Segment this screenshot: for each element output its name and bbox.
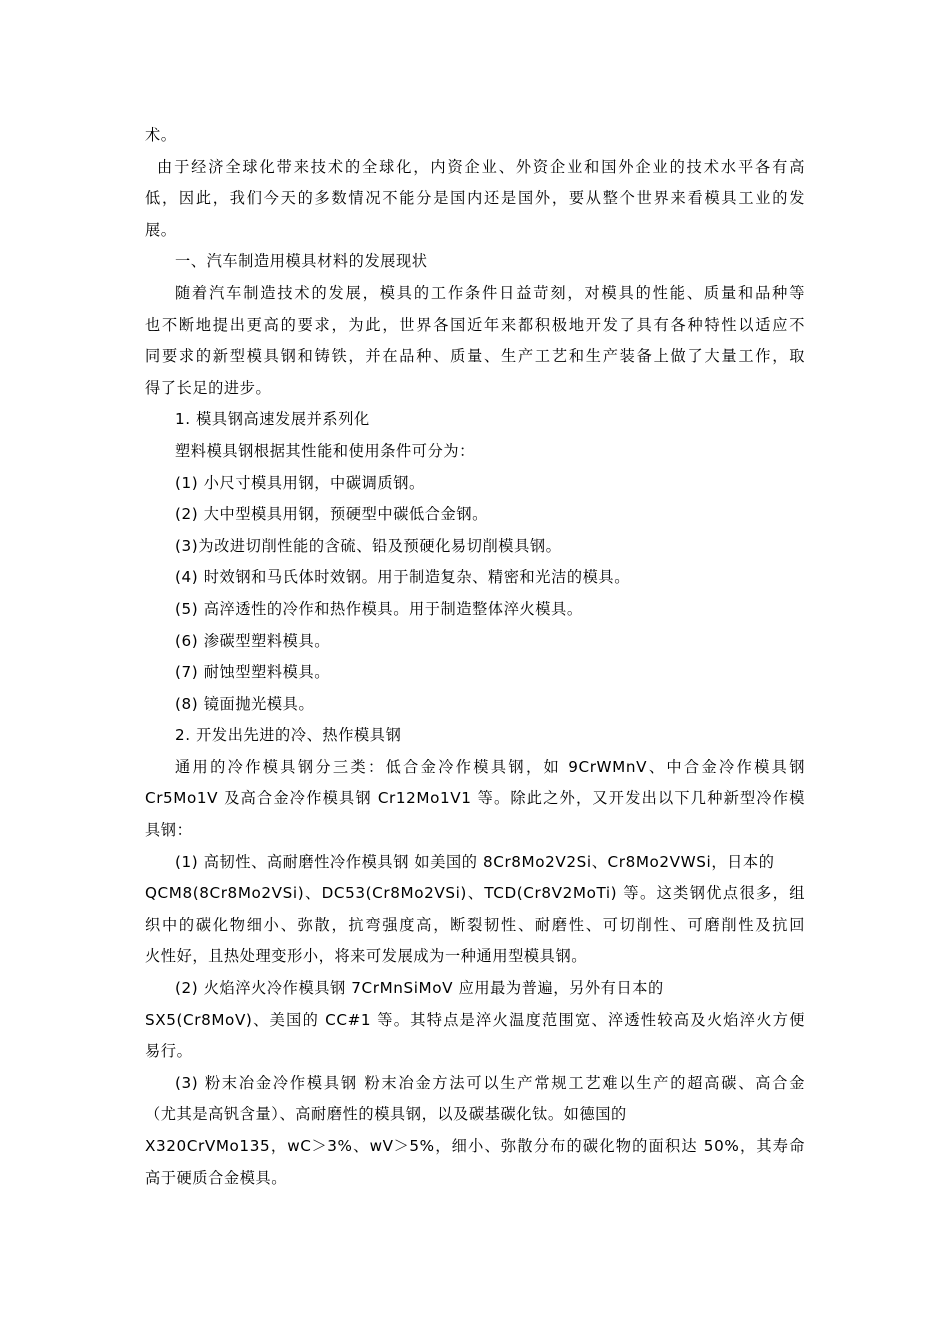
list-item: (5) 高淬透性的冷作和热作模具。用于制造整体淬火模具。 [175,599,583,618]
text-line: 也不断地提出更高的要求，为此，世界各国近年来都积极地开发了具有各种特性以适应不 [145,315,805,334]
list-item: (2) 大中型模具用钢，预硬型中碳低合金钢。 [175,505,488,524]
list-item: (4) 时效钢和马氏体时效钢。用于制造复杂、精密和光洁的模具。 [175,568,631,587]
text-line: X320CrVMo135，wC＞3%、wV＞5%，细小、弥散分布的碳化物的面积达 50%，其寿命 [145,1137,805,1155]
text-line: 同要求的新型模具钢和铸铁，并在品种、质量、生产工艺和生产装备上做了大量工作，取 [145,347,805,366]
section-heading: 一、汽车制造用模具材料的发展现状 [175,252,428,271]
text-line: （尤其是高钒含量）、高耐磨性的模具钢，以及碳基碳化钛。如德国的 [145,1105,627,1124]
text-line: 织中的碳化物细小、弥散，抗弯强度高，断裂韧性、耐磨性、可切削性、可磨削性及抗回 [145,915,805,934]
text-line: 展。 [145,220,177,239]
paragraph-line: (2) 火焰淬火冷作模具钢 7CrMnSiMoV 应用最为普遍，另外有日本的 [175,979,664,998]
paragraph-line: (3) 粉末冶金冷作模具钢 粉末冶金方法可以生产常规工艺难以生产的超高碳、高合金 [175,1073,805,1092]
text-line: Cr5Mo1V 及高合金冷作模具钢 Cr12Mo1V1 等。除此之外，又开发出以下几种新型冷作模 [145,789,805,808]
text-line: 塑料模具钢根据其性能和使用条件可分为： [175,441,475,460]
text-line: SX5(Cr8MoV)、美国的 CC#1 等。其特点是淬火温度范围宽、淬透性较高及火焰淬火方便 [145,1010,805,1029]
list-item: (8) 镜面抛光模具。 [175,694,315,713]
text-line: 术。 [145,126,177,144]
list-item: (6) 渗碳型塑料模具。 [175,631,331,650]
list-item: (3)为改进切削性能的含硫、铅及预硬化易切削模具钢。 [175,536,562,555]
subsection-heading: 2. 开发出先进的冷、热作模具钢 [175,726,402,745]
paragraph-line: 通用的冷作模具钢分三类：低合金冷作模具钢，如 9CrWMnV、中合金冷作模具钢 [175,757,805,776]
paragraph-line: 由于经济全球化带来技术的全球化，内资企业、外资企业和国外企业的技术水平各有高 [157,157,805,176]
text-line: QCM8(8Cr8Mo2VSi)、DC53(Cr8Mo2VSi)、TCD(Cr8V2MoTi) 等。这类钢优点很多，组 [145,884,805,903]
list-item: (7) 耐蚀型塑料模具。 [175,663,331,682]
paragraph-line: (1) 高韧性、高耐磨性冷作模具钢 如美国的 8Cr8Mo2V2Si、Cr8Mo2VWSi，日本的 [175,852,775,871]
text-line: 火性好，且热处理变形小，将来可发展成为一种通用型模具钢。 [145,947,588,966]
text-line: 得了长足的进步。 [145,378,272,397]
text-line: 高于硬质合金模具。 [145,1168,288,1187]
list-item: (1) 小尺寸模具用钢，中碳调质钢。 [175,473,425,492]
text-line: 易行。 [145,1042,193,1061]
subsection-heading: 1. 模具钢高速发展并系列化 [175,410,370,429]
document-body [145,120,805,1194]
text-line: 具钢： [145,821,193,840]
text-line: 低，因此，我们今天的多数情况不能分是国内还是国外，要从整个世界来看模具工业的发 [145,189,805,208]
paragraph-line: 随着汽车制造技术的发展，模具的工作条件日益苛刻，对模具的性能、质量和品种等 [175,283,805,302]
